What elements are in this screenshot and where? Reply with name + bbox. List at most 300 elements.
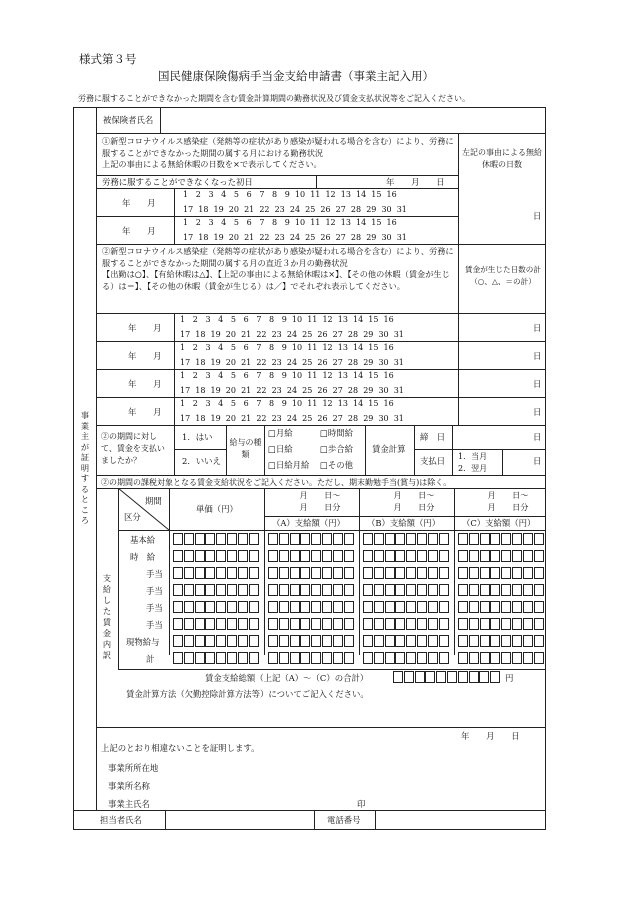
- amount-digit-cell[interactable]: [395, 567, 405, 579]
- amount-digit-cell[interactable]: [322, 584, 332, 596]
- total-digit-cell[interactable]: [436, 671, 446, 683]
- amount-digit-cell[interactable]: [417, 635, 427, 647]
- payday-day-unit: 日: [533, 456, 542, 466]
- col-a-label: （A）支給額（円）: [272, 518, 346, 528]
- amount-digit-cell[interactable]: [333, 652, 343, 664]
- amount-digit-cell[interactable]: [300, 567, 310, 579]
- amount-digit-cell[interactable]: [311, 618, 321, 630]
- amount-digit-cell[interactable]: [363, 618, 373, 630]
- amount-digit-cell[interactable]: [458, 584, 468, 596]
- amount-digit-cell[interactable]: [173, 550, 183, 562]
- amount-digit-cell[interactable]: [322, 601, 332, 613]
- amount-digit-cell[interactable]: [268, 567, 278, 579]
- amount-digit-cell[interactable]: [428, 652, 438, 664]
- amount-digit-cell[interactable]: [238, 584, 248, 596]
- amount-digit-cell[interactable]: [311, 584, 321, 596]
- amount-digit-cell[interactable]: [322, 652, 332, 664]
- amount-digit-cell[interactable]: [512, 567, 522, 579]
- amount-digit-cell[interactable]: [249, 601, 259, 613]
- amount-digit-cell[interactable]: [374, 652, 384, 664]
- amount-digit-cell[interactable]: [227, 618, 237, 630]
- amount-digit-cell[interactable]: [428, 567, 438, 579]
- amount-digit-cell[interactable]: [406, 601, 416, 613]
- amount-digit-cell[interactable]: [490, 635, 500, 647]
- amount-digit-cell[interactable]: [279, 635, 289, 647]
- amount-digit-cell[interactable]: [173, 584, 183, 596]
- amount-digit-cell[interactable]: [406, 567, 416, 579]
- period-label: 期間: [145, 496, 162, 506]
- amount-digit-cell[interactable]: [428, 601, 438, 613]
- amount-digit-cell[interactable]: [184, 652, 194, 664]
- total-digit-cell[interactable]: [425, 671, 435, 683]
- amount-digit-cell[interactable]: [238, 567, 248, 579]
- amount-digit-cell[interactable]: [184, 618, 194, 630]
- amount-digit-cell[interactable]: [268, 584, 278, 596]
- amount-digit-cell[interactable]: [363, 567, 373, 579]
- amount-digit-cell[interactable]: [534, 618, 544, 630]
- amount-digit-cell[interactable]: [195, 652, 205, 664]
- amount-digit-cell[interactable]: [374, 635, 384, 647]
- amount-digit-cell[interactable]: [173, 567, 183, 579]
- amount-digit-cell[interactable]: [395, 618, 405, 630]
- amount-digit-cell[interactable]: [300, 533, 310, 545]
- amount-digit-cell[interactable]: [311, 601, 321, 613]
- amount-digit-cell[interactable]: [512, 533, 522, 545]
- s2-month4-ym: 年 月: [128, 407, 162, 417]
- amount-digit-cell[interactable]: [417, 652, 427, 664]
- amount-digit-cell[interactable]: [238, 635, 248, 647]
- amount-digit-cell[interactable]: [363, 584, 373, 596]
- amount-digit-cell[interactable]: [406, 652, 416, 664]
- amount-digit-cell[interactable]: [439, 601, 449, 613]
- amount-digit-cell[interactable]: [195, 618, 205, 630]
- amount-digit-cell[interactable]: [300, 584, 310, 596]
- amount-digit-cell[interactable]: [322, 618, 332, 630]
- amount-digit-cell[interactable]: [534, 567, 544, 579]
- amount-digit-cell[interactable]: [279, 601, 289, 613]
- amount-digit-cell[interactable]: [279, 567, 289, 579]
- pay-type-commission[interactable]: □歩合給: [320, 444, 354, 454]
- amount-digit-cell[interactable]: [311, 550, 321, 562]
- amount-digit-cell[interactable]: [458, 550, 468, 562]
- section2-text: ②新型コロナウイルス感染症（発熱等の症状があり感染が疑われる場合を含む）により、労務に服することができなかった期間の属する月の直近３か月の勤務状況 【出勤は○】、【有給休暇は△】、【上記の事由による無給休暇は×】、【その他の休暇（賃金が生じる）は＝】、【その他の休暇（賃金が生じる）は／】でそれぞれ表示してください。: [102, 246, 454, 291]
- amount-digit-cell[interactable]: [184, 601, 194, 613]
- amount-digit-cell[interactable]: [439, 550, 449, 562]
- amount-digit-cell[interactable]: [184, 550, 194, 562]
- amount-digit-cell[interactable]: [534, 601, 544, 613]
- amount-digit-cell[interactable]: [268, 635, 278, 647]
- amount-digit-cell[interactable]: [428, 635, 438, 647]
- amount-digit-cell[interactable]: [333, 567, 343, 579]
- amount-digit-cell[interactable]: [300, 550, 310, 562]
- amount-digit-cell[interactable]: [395, 635, 405, 647]
- amount-digit-cell[interactable]: [490, 550, 500, 562]
- amount-digit-cell[interactable]: [344, 635, 354, 647]
- amount-digit-cell[interactable]: [290, 635, 300, 647]
- s2-month3-days-b: 17 18 19 20 21 22 23 24 25 26 27 28 29 30 31: [180, 386, 404, 395]
- amount-digit-cell[interactable]: [374, 567, 384, 579]
- total-digit-cell[interactable]: [447, 671, 457, 683]
- amount-digit-cell[interactable]: [227, 584, 237, 596]
- amount-digit-cell[interactable]: [227, 635, 237, 647]
- amount-digit-cell[interactable]: [184, 567, 194, 579]
- amount-digit-cell[interactable]: [469, 635, 479, 647]
- amount-digit-cell[interactable]: [173, 601, 183, 613]
- amount-digit-cell[interactable]: [480, 652, 490, 664]
- amount-digit-cell[interactable]: [249, 550, 259, 562]
- amount-digit-cell[interactable]: [385, 618, 395, 630]
- amount-digit-cell[interactable]: [490, 618, 500, 630]
- amount-digit-cell[interactable]: [417, 584, 427, 596]
- amount-digit-cell[interactable]: [480, 635, 490, 647]
- amount-digit-cell[interactable]: [249, 584, 259, 596]
- amount-digit-cell[interactable]: [512, 618, 522, 630]
- amount-digit-cell[interactable]: [344, 567, 354, 579]
- payday-label: 支払日: [420, 456, 446, 466]
- amount-digit-cell[interactable]: [290, 618, 300, 630]
- amount-digit-cell[interactable]: [439, 618, 449, 630]
- amount-digit-cell[interactable]: [439, 584, 449, 596]
- amount-digit-cell[interactable]: [469, 567, 479, 579]
- amount-digit-cell[interactable]: [480, 584, 490, 596]
- amount-digit-cell[interactable]: [469, 618, 479, 630]
- amount-digit-cell[interactable]: [173, 652, 183, 664]
- amount-digit-cell[interactable]: [501, 550, 511, 562]
- amount-digit-cell[interactable]: [406, 584, 416, 596]
- amount-digit-cell[interactable]: [344, 533, 354, 545]
- amount-digit-cell[interactable]: [195, 635, 205, 647]
- amount-digit-cell[interactable]: [395, 584, 405, 596]
- total-digit-cell[interactable]: [415, 671, 425, 683]
- pay-type-hourly[interactable]: □時間給: [320, 428, 354, 438]
- amount-digit-cell[interactable]: [205, 635, 215, 647]
- amount-digit-cell[interactable]: [458, 601, 468, 613]
- amount-digit-cell[interactable]: [205, 567, 215, 579]
- amount-digit-cell[interactable]: [406, 550, 416, 562]
- s2-month3-days-a: 1 2 3 4 5 6 7 8 9 10 11 12 13 14 15 16: [180, 371, 394, 380]
- amount-digit-cell[interactable]: [344, 584, 354, 596]
- amount-digit-cell[interactable]: [490, 652, 500, 664]
- amount-digit-cell[interactable]: [279, 618, 289, 630]
- amount-digit-cell[interactable]: [523, 635, 533, 647]
- amount-digit-cell[interactable]: [417, 567, 427, 579]
- amount-digit-cell[interactable]: [512, 635, 522, 647]
- amount-digit-cell[interactable]: [322, 550, 332, 562]
- amount-digit-cell[interactable]: [534, 652, 544, 664]
- amount-digit-cell[interactable]: [279, 533, 289, 545]
- amount-digit-cell[interactable]: [363, 652, 373, 664]
- s1-month2-days-a: 1 2 3 4 5 6 7 8 9 10 11 12 13 14 15 16: [183, 218, 397, 227]
- pay-type-daily[interactable]: □日給: [268, 444, 293, 454]
- amount-digit-cell[interactable]: [480, 601, 490, 613]
- amount-digit-cell[interactable]: [268, 550, 278, 562]
- s2-month3-ym: 年 月: [128, 379, 162, 389]
- amount-digit-cell[interactable]: [417, 618, 427, 630]
- amount-digit-cell[interactable]: [374, 533, 384, 545]
- amount-digit-cell[interactable]: [322, 635, 332, 647]
- amount-digit-cell[interactable]: [439, 567, 449, 579]
- amount-digit-cell[interactable]: [490, 584, 500, 596]
- seal-mark: 印: [357, 799, 366, 809]
- amount-digit-cell[interactable]: [417, 601, 427, 613]
- amount-digit-cell[interactable]: [279, 652, 289, 664]
- amount-digit-cell[interactable]: [523, 584, 533, 596]
- amount-digit-cell[interactable]: [458, 618, 468, 630]
- amount-digit-cell[interactable]: [290, 567, 300, 579]
- amount-digit-cell[interactable]: [469, 584, 479, 596]
- amount-digit-cell[interactable]: [249, 635, 259, 647]
- amount-digit-cell[interactable]: [490, 567, 500, 579]
- amount-digit-cell[interactable]: [534, 533, 544, 545]
- amount-digit-cell[interactable]: [480, 550, 490, 562]
- amount-digit-cell[interactable]: [268, 601, 278, 613]
- amount-digit-cell[interactable]: [333, 533, 343, 545]
- amount-digit-cell[interactable]: [501, 652, 511, 664]
- amount-digit-cell[interactable]: [469, 550, 479, 562]
- amount-digit-cell[interactable]: [395, 550, 405, 562]
- amount-digit-cell[interactable]: [395, 652, 405, 664]
- amount-digit-cell[interactable]: [216, 635, 226, 647]
- amount-digit-cell[interactable]: [290, 652, 300, 664]
- amount-digit-cell[interactable]: [279, 550, 289, 562]
- amount-digit-cell[interactable]: [238, 601, 248, 613]
- amount-digit-cell[interactable]: [458, 652, 468, 664]
- amount-digit-cell[interactable]: [205, 601, 215, 613]
- total-digit-cell[interactable]: [404, 671, 414, 683]
- amount-digit-cell[interactable]: [512, 584, 522, 596]
- amount-digit-cell[interactable]: [195, 550, 205, 562]
- amount-digit-cell[interactable]: [480, 567, 490, 579]
- amount-digit-cell[interactable]: [374, 618, 384, 630]
- amount-digit-cell[interactable]: [300, 618, 310, 630]
- amount-digit-cell[interactable]: [333, 584, 343, 596]
- amount-digit-cell[interactable]: [363, 533, 373, 545]
- amount-digit-cell[interactable]: [300, 635, 310, 647]
- amount-digit-cell[interactable]: [300, 652, 310, 664]
- s1-leave-days-unit: 日: [533, 211, 542, 221]
- amount-digit-cell[interactable]: [216, 550, 226, 562]
- amount-digit-cell[interactable]: [279, 584, 289, 596]
- amount-digit-cell[interactable]: [216, 533, 226, 545]
- amount-digit-cell[interactable]: [439, 533, 449, 545]
- amount-digit-cell[interactable]: [512, 550, 522, 562]
- amount-digit-cell[interactable]: [395, 601, 405, 613]
- amount-digit-cell[interactable]: [205, 652, 215, 664]
- amount-digit-cell[interactable]: [290, 601, 300, 613]
- amount-digit-cell[interactable]: [333, 618, 343, 630]
- amount-digit-cell[interactable]: [227, 652, 237, 664]
- amount-digit-cell[interactable]: [322, 533, 332, 545]
- amount-digit-cell[interactable]: [205, 618, 215, 630]
- total-digit-cell[interactable]: [393, 671, 403, 683]
- amount-digit-cell[interactable]: [406, 533, 416, 545]
- total-digit-cell[interactable]: [458, 671, 468, 683]
- amount-digit-cell[interactable]: [385, 550, 395, 562]
- amount-digit-cell[interactable]: [322, 567, 332, 579]
- amount-digit-cell[interactable]: [268, 533, 278, 545]
- amount-digit-cell[interactable]: [523, 567, 533, 579]
- amount-digit-cell[interactable]: [385, 652, 395, 664]
- amount-digit-cell[interactable]: [385, 533, 395, 545]
- amount-digit-cell[interactable]: [469, 533, 479, 545]
- amount-digit-cell[interactable]: [490, 533, 500, 545]
- amount-digit-cell[interactable]: [490, 601, 500, 613]
- pay-no[interactable]: 2．いいえ: [182, 456, 221, 466]
- amount-digit-cell[interactable]: [501, 635, 511, 647]
- amount-digit-cell[interactable]: [249, 618, 259, 630]
- amount-digit-cell[interactable]: [227, 601, 237, 613]
- amount-digit-cell[interactable]: [311, 652, 321, 664]
- amount-digit-cell[interactable]: [469, 601, 479, 613]
- amount-digit-cell[interactable]: [344, 601, 354, 613]
- amount-digit-cell[interactable]: [195, 601, 205, 613]
- amount-digit-cell[interactable]: [458, 635, 468, 647]
- amount-digit-cell[interactable]: [184, 584, 194, 596]
- amount-digit-cell[interactable]: [216, 618, 226, 630]
- first-day-date: 年 月 日: [386, 177, 445, 187]
- amount-digit-cell[interactable]: [227, 567, 237, 579]
- amount-digit-cell[interactable]: [238, 652, 248, 664]
- amount-digit-cell[interactable]: [195, 533, 205, 545]
- amount-digit-cell[interactable]: [406, 635, 416, 647]
- amount-digit-cell[interactable]: [290, 550, 300, 562]
- office-name-label: 事業所名称: [108, 781, 150, 791]
- amount-digit-cell[interactable]: [268, 652, 278, 664]
- amount-digit-cell[interactable]: [428, 584, 438, 596]
- amount-digit-cell[interactable]: [480, 618, 490, 630]
- pay-type-other[interactable]: □その他: [320, 460, 354, 470]
- amount-digit-cell[interactable]: [428, 618, 438, 630]
- amount-digit-cell[interactable]: [344, 618, 354, 630]
- amount-digit-cell[interactable]: [523, 533, 533, 545]
- amount-digit-cell[interactable]: [238, 533, 248, 545]
- amount-digit-cell[interactable]: [363, 635, 373, 647]
- pay-type-monthly[interactable]: □月給: [268, 428, 293, 438]
- amount-digit-cell[interactable]: [458, 567, 468, 579]
- amount-digit-cell[interactable]: [311, 567, 321, 579]
- s1-month1-days-a: 1 2 3 4 5 6 7 8 9 10 11 12 13 14 15 16: [183, 190, 397, 199]
- amount-digit-cell[interactable]: [428, 533, 438, 545]
- amount-digit-cell[interactable]: [238, 618, 248, 630]
- amount-digit-cell[interactable]: [290, 584, 300, 596]
- amount-digit-cell[interactable]: [173, 635, 183, 647]
- amount-digit-cell[interactable]: [439, 635, 449, 647]
- s2-month4-days-b: 17 18 19 20 21 22 23 24 25 26 27 28 29 30 31: [180, 414, 404, 423]
- amount-digit-cell[interactable]: [311, 533, 321, 545]
- s2-month3-unit: 日: [533, 379, 542, 389]
- amount-digit-cell[interactable]: [195, 567, 205, 579]
- amount-digit-cell[interactable]: [333, 635, 343, 647]
- amount-digit-cell[interactable]: [374, 601, 384, 613]
- amount-digit-cell[interactable]: [512, 652, 522, 664]
- pay-yes[interactable]: 1．はい: [182, 432, 213, 442]
- total-digit-cell[interactable]: [479, 671, 489, 683]
- amount-digit-cell[interactable]: [458, 533, 468, 545]
- wage-item-inkind: 現物給与: [126, 637, 160, 647]
- amount-digit-cell[interactable]: [216, 601, 226, 613]
- amount-digit-cell[interactable]: [249, 567, 259, 579]
- intro-text: 労務に服することができなかった期間を含む賃金計算期間の勤務状況及び賃金支払状況等をご記入ください。: [78, 94, 470, 103]
- amount-digit-cell[interactable]: [523, 618, 533, 630]
- amount-digit-cell[interactable]: [216, 652, 226, 664]
- amount-digit-cell[interactable]: [184, 635, 194, 647]
- amount-digit-cell[interactable]: [512, 601, 522, 613]
- amount-digit-cell[interactable]: [385, 601, 395, 613]
- amount-digit-cell[interactable]: [205, 550, 215, 562]
- amount-digit-cell[interactable]: [300, 601, 310, 613]
- amount-digit-cell[interactable]: [501, 567, 511, 579]
- amount-digit-cell[interactable]: [205, 533, 215, 545]
- amount-digit-cell[interactable]: [205, 584, 215, 596]
- amount-digit-cell[interactable]: [216, 584, 226, 596]
- amount-digit-cell[interactable]: [249, 652, 259, 664]
- wage-item-allowance4: 手当: [146, 620, 163, 630]
- amount-digit-cell[interactable]: [385, 584, 395, 596]
- amount-digit-cell[interactable]: [501, 584, 511, 596]
- amount-digit-cell[interactable]: [311, 635, 321, 647]
- amount-digit-cell[interactable]: [534, 584, 544, 596]
- amount-digit-cell[interactable]: [363, 550, 373, 562]
- amount-digit-cell[interactable]: [523, 652, 533, 664]
- amount-digit-cell[interactable]: [344, 550, 354, 562]
- employer-certifies-label: 事業主が証明するところ: [80, 410, 90, 525]
- s2-month2-days-b: 17 18 19 20 21 22 23 24 25 26 27 28 29 30 31: [180, 358, 404, 367]
- amount-digit-cell[interactable]: [184, 533, 194, 545]
- amount-digit-cell[interactable]: [439, 652, 449, 664]
- amount-digit-cell[interactable]: [238, 550, 248, 562]
- amount-digit-cell[interactable]: [501, 533, 511, 545]
- amount-digit-cell[interactable]: [227, 533, 237, 545]
- total-digit-cell[interactable]: [469, 671, 479, 683]
- amount-digit-cell[interactable]: [363, 601, 373, 613]
- amount-digit-cell[interactable]: [374, 550, 384, 562]
- pay-type-daily-monthly[interactable]: □日給月給: [268, 460, 310, 470]
- amount-digit-cell[interactable]: [385, 567, 395, 579]
- amount-digit-cell[interactable]: [406, 618, 416, 630]
- amount-digit-cell[interactable]: [523, 601, 533, 613]
- pay-question: ②の期間に対して、賃金を支払いましたか？: [101, 432, 165, 465]
- amount-digit-cell[interactable]: [333, 550, 343, 562]
- amount-digit-cell[interactable]: [469, 652, 479, 664]
- amount-digit-cell[interactable]: [227, 550, 237, 562]
- total-digit-cell[interactable]: [490, 671, 500, 683]
- amount-digit-cell[interactable]: [534, 550, 544, 562]
- amount-digit-cell[interactable]: [480, 533, 490, 545]
- amount-digit-cell[interactable]: [417, 533, 427, 545]
- amount-digit-cell[interactable]: [216, 567, 226, 579]
- amount-digit-cell[interactable]: [428, 550, 438, 562]
- amount-digit-cell[interactable]: [395, 533, 405, 545]
- amount-digit-cell[interactable]: [173, 618, 183, 630]
- payday-options: 1．当月 2．翌月: [458, 452, 488, 473]
- amount-digit-cell[interactable]: [249, 533, 259, 545]
- amount-digit-cell[interactable]: [534, 635, 544, 647]
- amount-digit-cell[interactable]: [173, 533, 183, 545]
- wage-item-total: 計: [146, 654, 155, 664]
- amount-digit-cell[interactable]: [268, 618, 278, 630]
- amount-digit-cell[interactable]: [523, 550, 533, 562]
- amount-digit-cell[interactable]: [417, 550, 427, 562]
- amount-digit-cell[interactable]: [501, 601, 511, 613]
- amount-digit-cell[interactable]: [501, 618, 511, 630]
- amount-digit-cell[interactable]: [290, 533, 300, 545]
- amount-digit-cell[interactable]: [385, 635, 395, 647]
- wage-item-base: 基本給: [130, 535, 156, 545]
- amount-digit-cell[interactable]: [195, 584, 205, 596]
- amount-digit-cell[interactable]: [374, 584, 384, 596]
- amount-digit-cell[interactable]: [333, 601, 343, 613]
- amount-digit-cell[interactable]: [344, 652, 354, 664]
